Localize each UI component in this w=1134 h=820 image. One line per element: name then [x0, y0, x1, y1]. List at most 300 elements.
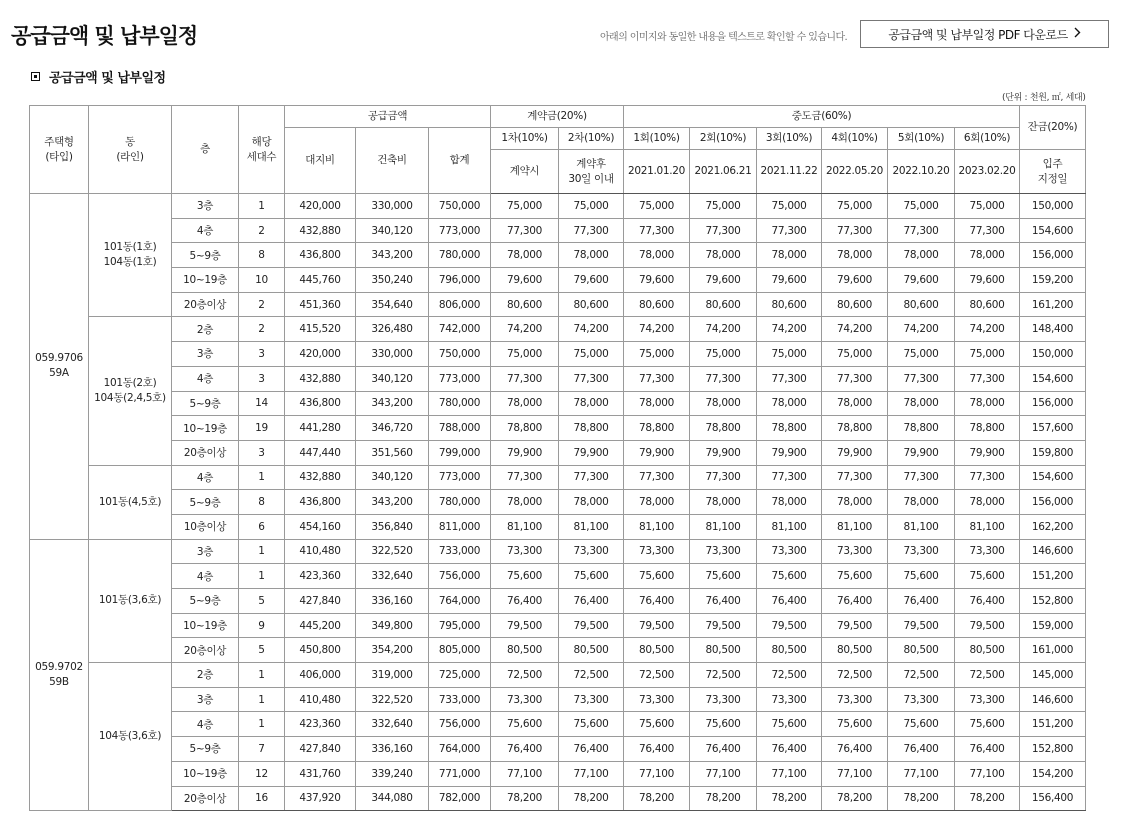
table-cell: 432,880	[285, 366, 356, 391]
page-header	[0, 0, 1134, 60]
header-floor: 층	[172, 106, 239, 194]
table-cell: 78,200	[491, 786, 559, 811]
table-cell: 77,100	[955, 761, 1020, 786]
table-cell: 451,360	[285, 292, 356, 317]
table-cell: 74,200	[491, 317, 559, 342]
header-middle-3: 3회(10%)	[757, 128, 822, 150]
table-cell: 75,600	[624, 564, 690, 589]
table-cell: 79,600	[690, 268, 757, 293]
table-cell: 159,000	[1020, 613, 1086, 638]
table-cell: 764,000	[429, 737, 491, 762]
table-cell: 79,500	[955, 613, 1020, 638]
table-cell: 20층이상	[172, 292, 239, 317]
table-cell: 343,200	[356, 391, 429, 416]
table-cell: 9	[239, 613, 285, 638]
table-cell: 77,300	[888, 366, 955, 391]
table-cell: 4층	[172, 366, 239, 391]
table-cell: 19	[239, 416, 285, 441]
table-cell: 154,600	[1020, 465, 1086, 490]
section-heading	[31, 67, 166, 86]
header-middle-2-date: 2021.06.21	[690, 150, 757, 194]
table-cell: 78,200	[690, 786, 757, 811]
table-cell: 76,400	[690, 589, 757, 614]
table-cell: 764,000	[429, 589, 491, 614]
table-cell: 77,300	[559, 465, 624, 490]
table-cell: 1	[239, 465, 285, 490]
table-cell: 76,400	[491, 589, 559, 614]
table-row	[30, 416, 1086, 441]
table-cell: 78,000	[559, 391, 624, 416]
table-cell: 75,600	[955, 712, 1020, 737]
table-cell: 78,200	[888, 786, 955, 811]
table-cell: 81,100	[955, 514, 1020, 539]
table-cell: 79,500	[757, 613, 822, 638]
table-cell: 76,400	[888, 737, 955, 762]
table-cell: 450,800	[285, 638, 356, 663]
price-table-body	[30, 194, 1086, 811]
table-cell: 80,600	[559, 292, 624, 317]
header-contract: 계약금(20%)	[491, 106, 624, 128]
table-cell: 78,800	[624, 416, 690, 441]
table-cell: 796,000	[429, 268, 491, 293]
table-cell: 75,600	[624, 712, 690, 737]
table-cell: 159,800	[1020, 440, 1086, 465]
table-cell: 73,300	[491, 687, 559, 712]
table-cell: 79,500	[822, 613, 888, 638]
table-cell: 795,000	[429, 613, 491, 638]
table-cell: 20층이상	[172, 638, 239, 663]
table-cell: 10	[239, 268, 285, 293]
table-cell: 72,500	[559, 663, 624, 688]
table-row	[30, 589, 1086, 614]
table-cell: 75,000	[955, 342, 1020, 367]
table-cell: 75,000	[559, 342, 624, 367]
table-cell: 75,000	[822, 194, 888, 219]
table-cell: 406,000	[285, 663, 356, 688]
table-cell: 4층	[172, 218, 239, 243]
table-cell: 75,000	[955, 194, 1020, 219]
table-cell: 77,300	[690, 366, 757, 391]
table-row	[30, 218, 1086, 243]
table-cell: 78,200	[822, 786, 888, 811]
table-cell: 78,000	[757, 391, 822, 416]
table-cell: 75,600	[822, 564, 888, 589]
table-cell: 76,400	[888, 589, 955, 614]
table-cell: 80,600	[822, 292, 888, 317]
table-cell: 77,300	[559, 218, 624, 243]
table-cell: 73,300	[955, 687, 1020, 712]
table-cell: 146,600	[1020, 539, 1086, 564]
table-cell: 77,300	[690, 218, 757, 243]
table-cell: 10층이상	[172, 514, 239, 539]
cell-dong: 101동(3,6호)	[89, 539, 172, 662]
table-cell: 78,000	[822, 243, 888, 268]
table-cell: 20층이상	[172, 786, 239, 811]
table-cell: 152,800	[1020, 589, 1086, 614]
table-cell: 75,600	[888, 564, 955, 589]
table-cell: 77,300	[624, 465, 690, 490]
table-cell: 77,100	[491, 761, 559, 786]
table-cell: 79,900	[624, 440, 690, 465]
table-cell: 350,240	[356, 268, 429, 293]
table-cell: 77,300	[888, 465, 955, 490]
table-cell: 76,400	[690, 737, 757, 762]
table-cell: 10~19층	[172, 761, 239, 786]
table-cell: 79,900	[955, 440, 1020, 465]
table-cell: 3	[239, 342, 285, 367]
table-cell: 74,200	[822, 317, 888, 342]
table-cell: 80,500	[757, 638, 822, 663]
table-row	[30, 613, 1086, 638]
table-cell: 436,800	[285, 243, 356, 268]
table-cell: 5~9층	[172, 589, 239, 614]
header-supply-price: 공급금액	[285, 106, 491, 128]
table-cell: 432,880	[285, 465, 356, 490]
table-cell: 351,560	[356, 440, 429, 465]
table-cell: 78,800	[888, 416, 955, 441]
table-cell: 72,500	[757, 663, 822, 688]
header-middle-4-date: 2022.05.20	[822, 150, 888, 194]
table-cell: 77,300	[690, 465, 757, 490]
table-cell: 75,000	[624, 194, 690, 219]
table-cell: 76,400	[624, 589, 690, 614]
table-cell: 80,600	[624, 292, 690, 317]
table-cell: 78,000	[559, 490, 624, 515]
table-cell: 756,000	[429, 564, 491, 589]
table-cell: 78,000	[955, 391, 1020, 416]
table-cell: 75,600	[491, 712, 559, 737]
table-cell: 77,300	[624, 218, 690, 243]
header-type: 주택형 (타입)	[30, 106, 89, 194]
table-cell: 79,600	[491, 268, 559, 293]
header-contract-1-date: 계약시	[491, 150, 559, 194]
table-cell: 771,000	[429, 761, 491, 786]
table-cell: 157,600	[1020, 416, 1086, 441]
header-middle-2: 2회(10%)	[690, 128, 757, 150]
table-cell: 4층	[172, 712, 239, 737]
table-cell: 780,000	[429, 490, 491, 515]
table-cell: 2	[239, 218, 285, 243]
table-cell: 330,000	[356, 194, 429, 219]
table-cell: 156,000	[1020, 490, 1086, 515]
table-cell: 78,800	[757, 416, 822, 441]
table-cell: 780,000	[429, 243, 491, 268]
table-cell: 420,000	[285, 342, 356, 367]
table-cell: 78,000	[624, 243, 690, 268]
header-middle-5-date: 2022.10.20	[888, 150, 955, 194]
table-cell: 79,900	[559, 440, 624, 465]
table-cell: 74,200	[888, 317, 955, 342]
header-middle-1: 1회(10%)	[624, 128, 690, 150]
table-row	[30, 514, 1086, 539]
table-cell: 81,100	[491, 514, 559, 539]
table-cell: 78,000	[888, 243, 955, 268]
header-balance: 잔금(20%)	[1020, 106, 1086, 150]
table-cell: 432,880	[285, 218, 356, 243]
cell-dong: 101동(4,5호)	[89, 465, 172, 539]
table-row	[30, 539, 1086, 564]
table-cell: 74,200	[559, 317, 624, 342]
table-cell: 339,240	[356, 761, 429, 786]
table-cell: 782,000	[429, 786, 491, 811]
table-row	[30, 342, 1086, 367]
table-cell: 73,300	[888, 539, 955, 564]
table-cell: 77,300	[822, 218, 888, 243]
table-cell: 3층	[172, 342, 239, 367]
table-cell: 77,100	[822, 761, 888, 786]
table-cell: 73,300	[559, 539, 624, 564]
table-cell: 74,200	[757, 317, 822, 342]
table-cell: 161,000	[1020, 638, 1086, 663]
table-cell: 76,400	[955, 737, 1020, 762]
cell-dong: 101동(2호) 104동(2,4,5호)	[89, 317, 172, 465]
table-cell: 10~19층	[172, 416, 239, 441]
table-cell: 77,300	[559, 366, 624, 391]
table-cell: 436,800	[285, 391, 356, 416]
table-cell: 79,900	[690, 440, 757, 465]
table-cell: 79,500	[690, 613, 757, 638]
table-cell: 75,600	[955, 564, 1020, 589]
table-cell: 154,200	[1020, 761, 1086, 786]
table-cell: 73,300	[690, 539, 757, 564]
header-contract-2-date: 계약후 30일 이내	[559, 150, 624, 194]
table-cell: 73,300	[559, 687, 624, 712]
table-cell: 75,000	[757, 342, 822, 367]
table-cell: 78,200	[559, 786, 624, 811]
table-cell: 5~9층	[172, 243, 239, 268]
table-cell: 14	[239, 391, 285, 416]
table-cell: 75,000	[491, 342, 559, 367]
header-middle-6-date: 2023.02.20	[955, 150, 1020, 194]
table-cell: 3층	[172, 539, 239, 564]
table-cell: 78,000	[955, 243, 1020, 268]
table-cell: 423,360	[285, 712, 356, 737]
table-cell: 156,000	[1020, 243, 1086, 268]
table-cell: 75,000	[888, 194, 955, 219]
table-cell: 76,400	[955, 589, 1020, 614]
header-dong: 동 (라인)	[89, 106, 172, 194]
table-cell: 79,600	[955, 268, 1020, 293]
table-cell: 73,300	[757, 687, 822, 712]
table-cell: 75,000	[624, 342, 690, 367]
table-cell: 151,200	[1020, 564, 1086, 589]
table-cell: 805,000	[429, 638, 491, 663]
table-row	[30, 490, 1086, 515]
table-cell: 410,480	[285, 539, 356, 564]
table-cell: 4층	[172, 465, 239, 490]
table-cell: 773,000	[429, 465, 491, 490]
table-cell: 756,000	[429, 712, 491, 737]
table-cell: 75,000	[690, 194, 757, 219]
table-cell: 447,440	[285, 440, 356, 465]
table-row	[30, 761, 1086, 786]
table-cell: 78,000	[690, 391, 757, 416]
table-cell: 77,100	[559, 761, 624, 786]
table-cell: 799,000	[429, 440, 491, 465]
table-cell: 78,000	[624, 391, 690, 416]
table-cell: 2층	[172, 663, 239, 688]
table-cell: 410,480	[285, 687, 356, 712]
table-cell: 77,300	[822, 366, 888, 391]
table-cell: 75,600	[757, 564, 822, 589]
table-cell: 80,600	[955, 292, 1020, 317]
table-cell: 77,300	[757, 465, 822, 490]
table-cell: 72,500	[822, 663, 888, 688]
table-cell: 423,360	[285, 564, 356, 589]
table-cell: 340,120	[356, 465, 429, 490]
table-cell: 76,400	[559, 737, 624, 762]
table-cell: 148,400	[1020, 317, 1086, 342]
table-cell: 81,100	[690, 514, 757, 539]
table-cell: 806,000	[429, 292, 491, 317]
table-cell: 75,000	[491, 194, 559, 219]
table-cell: 74,200	[955, 317, 1020, 342]
table-cell: 1	[239, 564, 285, 589]
table-cell: 77,300	[757, 218, 822, 243]
table-cell: 3	[239, 366, 285, 391]
table-cell: 78,800	[559, 416, 624, 441]
header-total: 합계	[429, 128, 491, 194]
table-cell: 80,500	[491, 638, 559, 663]
table-cell: 76,400	[822, 589, 888, 614]
table-cell: 773,000	[429, 218, 491, 243]
section-heading-label: 공급금액 및 납부일정	[49, 71, 166, 86]
table-cell: 75,000	[690, 342, 757, 367]
table-cell: 76,400	[757, 737, 822, 762]
table-cell: 437,920	[285, 786, 356, 811]
table-cell: 75,600	[491, 564, 559, 589]
table-cell: 78,000	[559, 243, 624, 268]
table-cell: 72,500	[955, 663, 1020, 688]
table-cell: 75,600	[690, 712, 757, 737]
table-cell: 159,200	[1020, 268, 1086, 293]
table-cell: 75,600	[690, 564, 757, 589]
table-cell: 343,200	[356, 490, 429, 515]
table-cell: 78,000	[955, 490, 1020, 515]
table-cell: 77,100	[690, 761, 757, 786]
table-cell: 330,000	[356, 342, 429, 367]
table-cell: 2	[239, 292, 285, 317]
table-cell: 356,840	[356, 514, 429, 539]
table-row	[30, 366, 1086, 391]
table-cell: 78,200	[624, 786, 690, 811]
cell-type: 059.9706 59A	[30, 194, 89, 540]
header-contract-2: 2차(10%)	[559, 128, 624, 150]
table-cell: 79,500	[491, 613, 559, 638]
table-cell: 81,100	[822, 514, 888, 539]
table-cell: 750,000	[429, 194, 491, 219]
pdf-download-button[interactable]	[860, 20, 1109, 48]
table-cell: 79,600	[624, 268, 690, 293]
table-cell: 73,300	[491, 539, 559, 564]
table-row	[30, 737, 1086, 762]
table-cell: 336,160	[356, 737, 429, 762]
table-cell: 80,600	[888, 292, 955, 317]
table-cell: 80,600	[690, 292, 757, 317]
table-cell: 1	[239, 687, 285, 712]
table-row	[30, 663, 1086, 688]
table-cell: 78,000	[491, 490, 559, 515]
table-cell: 326,480	[356, 317, 429, 342]
table-cell: 77,300	[491, 465, 559, 490]
page-title: 공급금액 및 납부일정	[11, 24, 198, 48]
table-cell: 1	[239, 194, 285, 219]
table-cell: 146,600	[1020, 687, 1086, 712]
header-units: 해당 세대수	[239, 106, 285, 194]
table-cell: 77,100	[757, 761, 822, 786]
header-contract-1: 1차(10%)	[491, 128, 559, 150]
table-cell: 81,100	[888, 514, 955, 539]
table-cell: 319,000	[356, 663, 429, 688]
header-middle-4: 4회(10%)	[822, 128, 888, 150]
table-cell: 72,500	[888, 663, 955, 688]
table-cell: 75,600	[559, 564, 624, 589]
table-cell: 79,600	[757, 268, 822, 293]
table-cell: 336,160	[356, 589, 429, 614]
table-cell: 78,000	[624, 490, 690, 515]
table-cell: 73,300	[757, 539, 822, 564]
table-cell: 788,000	[429, 416, 491, 441]
table-cell: 77,300	[491, 366, 559, 391]
table-cell: 76,400	[559, 589, 624, 614]
table-cell: 73,300	[624, 687, 690, 712]
table-cell: 80,600	[491, 292, 559, 317]
table-cell: 79,600	[888, 268, 955, 293]
table-row	[30, 465, 1086, 490]
table-cell: 78,000	[491, 391, 559, 416]
header-middle-1-date: 2021.01.20	[624, 150, 690, 194]
table-cell: 8	[239, 243, 285, 268]
table-cell: 79,900	[491, 440, 559, 465]
table-row	[30, 194, 1086, 219]
table-cell: 72,500	[624, 663, 690, 688]
table-cell: 80,500	[955, 638, 1020, 663]
table-cell: 75,000	[888, 342, 955, 367]
table-cell: 8	[239, 490, 285, 515]
table-cell: 79,500	[888, 613, 955, 638]
table-cell: 151,200	[1020, 712, 1086, 737]
unit-note: (단위 : 천원, ㎡, 세대)	[1002, 93, 1086, 103]
table-cell: 79,900	[757, 440, 822, 465]
header-middle-3-date: 2021.11.22	[757, 150, 822, 194]
table-cell: 78,000	[690, 243, 757, 268]
table-row	[30, 564, 1086, 589]
table-cell: 78,000	[888, 490, 955, 515]
table-cell: 78,800	[822, 416, 888, 441]
table-cell: 78,200	[955, 786, 1020, 811]
table-cell: 2	[239, 317, 285, 342]
table-cell: 150,000	[1020, 342, 1086, 367]
table-row	[30, 786, 1086, 811]
table-cell: 420,000	[285, 194, 356, 219]
header-middle-6: 6회(10%)	[955, 128, 1020, 150]
table-cell: 349,800	[356, 613, 429, 638]
table-cell: 78,800	[690, 416, 757, 441]
table-cell: 12	[239, 761, 285, 786]
square-bullet-icon	[31, 72, 40, 81]
table-cell: 322,520	[356, 539, 429, 564]
table-cell: 340,120	[356, 218, 429, 243]
table-cell: 1	[239, 712, 285, 737]
table-cell: 80,500	[690, 638, 757, 663]
table-row	[30, 638, 1086, 663]
table-cell: 78,000	[757, 243, 822, 268]
table-cell: 77,300	[888, 218, 955, 243]
table-cell: 3층	[172, 687, 239, 712]
table-cell: 72,500	[690, 663, 757, 688]
table-cell: 10~19층	[172, 268, 239, 293]
table-cell: 77,300	[822, 465, 888, 490]
